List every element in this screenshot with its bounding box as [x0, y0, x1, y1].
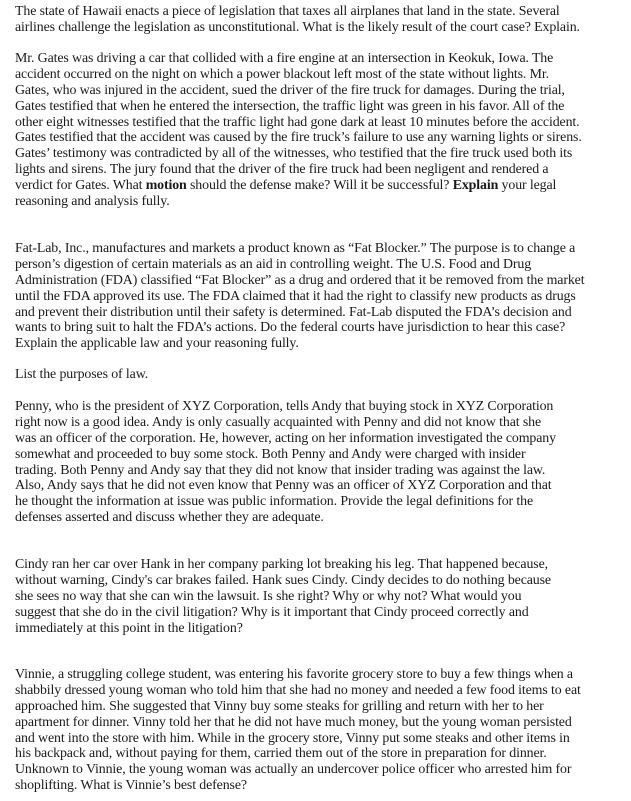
question-hawaii: [15, 4, 627, 36]
text-line: [15, 178, 627, 194]
text-line: trading. Both Penny and Andy say that they did not know that insider trading was against the law.: [15, 462, 546, 478]
text-line: and prevent their distribution until their safety is determined. Fat-Lab disputed the FDA’s decision and: [15, 304, 572, 320]
text-line: other eight witnesses testified that the traffic light had gone dark at least 10 minutes before the accident.: [15, 114, 580, 130]
text-line: Unknown to Vinnie, the young woman was actually an undercover police officer who arrested him for: [15, 762, 572, 778]
text-line: The state of Hawaii enacts a piece of legislation that taxes all airplanes that land in the state. Several: [15, 4, 560, 19]
text-line: Gates testified that when he entered the intersection, the traffic light was green in his favor. All of the: [15, 98, 565, 114]
text-line: defenses asserted and discuss whether they are adequate.: [15, 510, 324, 526]
text-line: shoplifting. What is Vinnie’s best defense?: [15, 778, 247, 794]
question-penny: [15, 399, 627, 526]
text-line: Explain the applicable law and your reasoning fully.: [15, 336, 299, 352]
text-line: Gates, who was injured in the accident, sued the driver of the fire truck for damages. During the trial,: [15, 82, 565, 98]
question-fat-lab: [15, 241, 627, 352]
text-line: airlines challenge the legislation as unconstitutional. What is the likely result of the court case? Explain.: [15, 19, 580, 35]
question-cindy: [15, 557, 627, 636]
text-line: immediately at this point in the litigation?: [15, 620, 243, 636]
text-segment: should the defense make? Will it be successful?: [186, 178, 453, 194]
text-line: List the purposes of law.: [15, 367, 149, 382]
text-line: Vinnie, a struggling college student, was entering his favorite grocery store to buy a few things when a: [15, 667, 573, 682]
question-vinnie: [15, 667, 627, 794]
text-line: somewhat and proceeded to buy some stock. Both Penny and Andy were charged with insider: [15, 446, 526, 462]
text-line: he thought the information at issue was public information. Provide the legal definitions for the: [15, 494, 534, 510]
text-line: Gates’ testimony was contradicted by all of the witnesses, who testified that the fire truck used both its: [15, 146, 573, 162]
text-line: Administration (FDA) classified “Fat Blocker” as a drug and ordered that it be removed from the market: [15, 272, 585, 288]
text-line: reasoning and analysis fully.: [15, 194, 170, 210]
text-line: without warning, Cindy's car brakes failed. Hank sues Cindy. Cindy decides to do nothing because: [15, 572, 551, 588]
text-line: Also, Andy says that he did not even know that Penny was an officer of XYZ Corporation and that: [15, 478, 552, 494]
text-line: was an officer of the corporation. He, however, acting on her information investigated the company: [15, 430, 556, 446]
text-line: suggest that she do in the civil litigation? Why is it important that Cindy proceed correctly and: [15, 604, 529, 620]
text-segment: verdict for Gates. What: [15, 178, 146, 194]
text-line: right now is a good idea. Andy is only casually acquainted with Penny and did not know that she: [15, 414, 542, 430]
text-segment: your legal: [498, 178, 557, 194]
text-line: shabbily dressed young woman who told him that she had no money and needed a few food items to eat: [15, 682, 581, 698]
text-line: lights and sirens. The jury found that the driver of the fire truck had been negligent and rendered a: [15, 162, 549, 178]
text-line: until the FDA approved its use. The FDA claimed that it had the right to classify new products as drugs: [15, 288, 576, 304]
text-line: Fat-Lab, Inc., manufactures and markets a product known as “Fat Blocker.” The purpose is to change a: [15, 241, 576, 256]
text-line: approached him. She suggested that Vinny buy some steaks for grilling and return with her to her: [15, 698, 544, 714]
bold-word-motion: motion: [145, 178, 187, 194]
text-line: Penny, who is the president of XYZ Corporation, tells Andy that buying stock in XYZ Corporation: [15, 399, 554, 414]
question-gates: [15, 51, 627, 210]
text-line: Mr. Gates was driving a car that collided with a fire engine at an intersection in Keokuk, Iowa. The: [15, 51, 554, 66]
text-line: wants to bring suit to halt the FDA’s actions. Do the federal courts have jurisdiction to hear this case?: [15, 320, 566, 336]
text-line: Gates testified that the accident was caused by the fire truck’s failure to use any warning lights or sirens.: [15, 130, 582, 146]
text-line: she sees no way that she can win the lawsuit. Is she right? Why or why not? What would you: [15, 588, 522, 604]
text-line: his backpack and, without paying for them, carried them out of the store in preparation for dinner.: [15, 746, 547, 762]
bold-word-explain: Explain: [452, 178, 499, 194]
text-line: apartment for dinner. Vinny told her that he did not have much money, but the young woman persisted: [15, 714, 572, 730]
text-line: accident occurred on the night on which a power blackout left most of the state without lights. Mr.: [15, 66, 549, 82]
text-line: Cindy ran her car over Hank in her company parking lot breaking his leg. That happened because,: [15, 557, 548, 572]
text-line: person’s digestion of certain materials as an aid in controlling weight. The U.S. Food and Drug: [15, 256, 532, 272]
question-purposes-of-law: [15, 367, 627, 383]
text-line: and went into the store with him. While in the grocery store, Vinny put some steaks and other items in: [15, 730, 570, 746]
